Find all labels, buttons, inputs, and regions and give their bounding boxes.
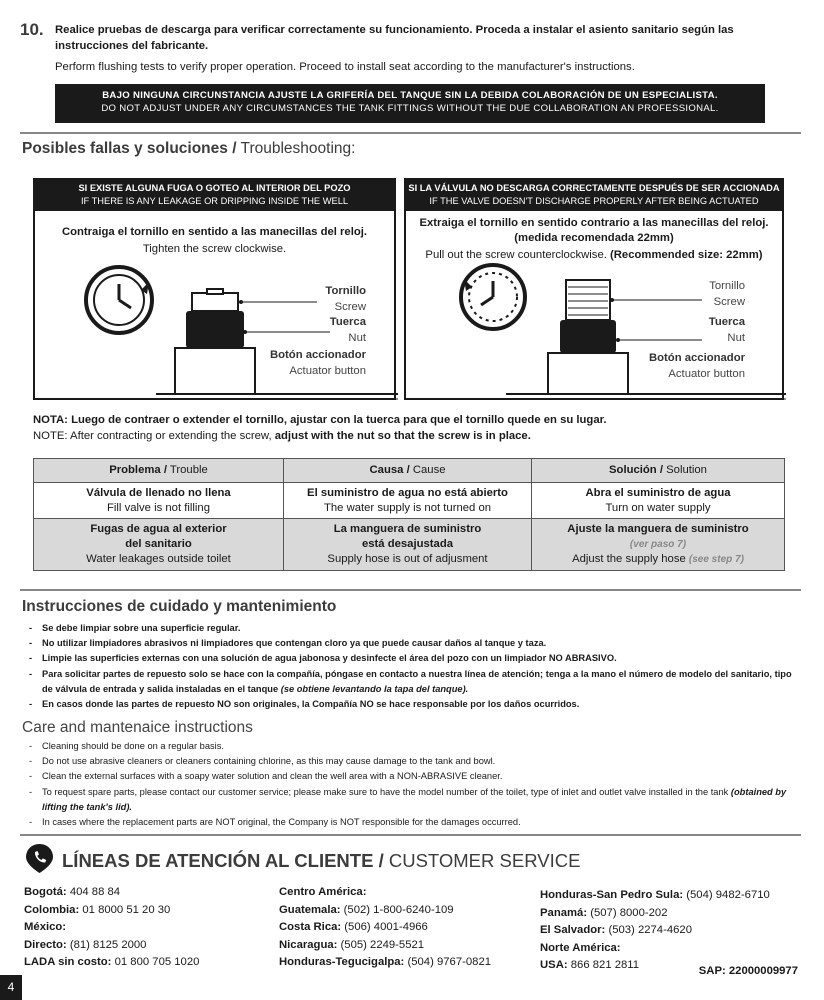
- contact-line: Norte América:: [540, 941, 621, 954]
- list-item: - To request spare parts, please contact our customer service; please make sure to have the model number of the toilet, type of inlet and outlet valve installed in the tank (obtained by lifting the tank's lid).: [24, 785, 800, 815]
- care-title-es: Instrucciones de cuidado y mantenimiento: [22, 598, 337, 615]
- cell-cause: El suministro de agua no está abierto The water supply is not turned on: [284, 483, 532, 519]
- cell-problem: Fugas de agua al exterior del sanitario Water leakages outside toilet: [34, 519, 284, 571]
- contact-line: LADA sin costo: 01 800 705 1020: [24, 956, 200, 968]
- care-list-es: [24, 621, 800, 712]
- contact-line: Directo: (81) 8125 2000: [24, 938, 147, 951]
- contact-line: Honduras-San Pedro Sula: (504) 9482-6710: [540, 889, 770, 901]
- header-problem: Problema / Trouble: [34, 459, 284, 483]
- label-button-en: Actuator button: [668, 368, 745, 380]
- table-row: [34, 519, 785, 571]
- list-item: - Clean the external surfaces with a soapy water solution and clean the well area with a NON-ABRASIVE cleaner.: [24, 769, 800, 784]
- cell-cause: La manguera de suministro está desajustada Supply hose is out of adjusment: [284, 519, 532, 571]
- troubleshooting-title: Posibles fallas y soluciones / Troubleshooting:: [22, 140, 356, 157]
- divider: [20, 834, 801, 836]
- label-nut-en: Nut: [727, 332, 745, 344]
- list-item: - Cleaning should be done on a regular basis.: [24, 739, 800, 754]
- panel-header: SI EXISTE ALGUNA FUGA O GOTEO AL INTERIOR DEL POZO IF THERE IS ANY LEAKAGE OR DRIPPING INSIDE THE WELL: [35, 180, 394, 211]
- label-nut-en: Nut: [348, 332, 366, 344]
- header-cause: Causa / Cause: [284, 459, 532, 483]
- panel-loosen: [404, 178, 784, 400]
- list-item: - In cases where the replacement parts are NOT original, the Company is NOT responsible for the damages occurred.: [24, 815, 800, 830]
- header-solution: Solución / Solution: [532, 459, 785, 483]
- label-screw-es: Tornillo: [709, 280, 745, 292]
- step-text-en: Perform flushing tests to verify proper operation. Proceed to install seat according to the manufacturer's instructions.: [55, 61, 635, 73]
- page-number: 4: [0, 975, 22, 1000]
- label-button-es: Botón accionador: [269, 349, 366, 361]
- list-item: - Para solicitar partes de repuesto solo se hace con la compañía, póngase en contacto a nuestra línea de atención; tenga a la mano el número de modelo del sanitario, tipo de válvula de entrada y salida instaladas en el tanque (se obtiene levantando la tapa del tanque).: [24, 667, 800, 697]
- contact-line: USA: 866 821 2811: [540, 959, 640, 971]
- label-screw-en: Screw: [334, 301, 366, 313]
- valve-diagram: [35, 260, 398, 402]
- customer-service-title: LÍNEAS DE ATENCIÓN AL CLIENTE / CUSTOMER SERVICE: [62, 850, 581, 871]
- care-title-en: Care and mantenaice instructions: [22, 719, 253, 736]
- list-item: - Limpie las superficies externas con una solución de agua jabonosa y desinfecte el área del pozo con un limpiador NO ABRASIVO.: [24, 651, 800, 666]
- label-screw-es: Tornillo: [325, 285, 366, 297]
- contact-line: Nicaragua: (505) 2249-5521: [279, 938, 425, 951]
- trouble-table: [33, 458, 785, 571]
- contact-line: Centro América:: [279, 886, 367, 898]
- cell-solution: Abra el suministro de agua Turn on water supply: [532, 483, 785, 519]
- contact-line: Honduras-Tegucigalpa: (504) 9767-0821: [279, 956, 492, 968]
- contact-line: Guatemala: (502) 1-800-6240-109: [279, 903, 454, 916]
- label-nut-es: Tuerca: [708, 316, 745, 328]
- step-text-es: Realice pruebas de descarga para verificar correctamente su funcionamiento. Proceda a instalar el asiento sanitario según las instrucciones del fabricante.: [55, 24, 734, 52]
- label-nut-es: Tuerca: [329, 316, 366, 328]
- cell-problem: Válvula de llenado no llena Fill valve is not filling: [34, 483, 284, 519]
- warning-es: BAJO NINGUNA CIRCUNSTANCIA AJUSTE LA GRIFERÍA DEL TANQUE SIN LA DEBIDA COLABORACIÓN DE UN ESPECIALISTA.: [102, 90, 718, 101]
- divider: [20, 589, 801, 591]
- care-list-en: [24, 739, 800, 830]
- contact-line: Colombia: 01 8000 51 20 30: [24, 903, 171, 916]
- contacts-col-3: [540, 887, 770, 975]
- instruction-en: Pull out the screw counterclockwise. (Recommended size: 22mm): [425, 249, 763, 261]
- panel-header: SI LA VÁLVULA NO DESCARGA CORRECTAMENTE DESPUÉS DE SER ACCIONADA IF THE VALVE DOESN'T DISCHARGE PROPERLY AFTER BEING ACTUATED: [406, 180, 782, 211]
- list-item: - No utilizar limpiadores abrasivos ni limpiadores que contengan cloro ya que puede causar daños al tanque y taza.: [24, 636, 800, 651]
- list-item: - Do not use abrasive cleaners or cleaners containing chlorine, as this may cause damage to the tank and bowl.: [24, 754, 800, 769]
- sap-code: SAP: 22000009977: [698, 965, 798, 977]
- contact-line: Panamá: (507) 8000-202: [540, 906, 668, 919]
- list-item: - En casos donde las partes de repuesto NO son originales, la Compañía NO se hace responsable por los daños ocurridos.: [24, 697, 800, 712]
- contact-line: México:: [24, 921, 67, 933]
- contact-line: Costa Rica: (506) 4001-4966: [279, 921, 428, 933]
- panel-tighten: [33, 178, 396, 400]
- clockwise-clock-icon: [86, 267, 152, 333]
- table-row: [34, 483, 785, 519]
- note-es: NOTA: Luego de contraer o extender el tornillo, ajustar con la tuerca para que el tornillo quede en su lugar.: [33, 414, 607, 426]
- instruction-es: Contraiga el tornillo en sentido a las manecillas del reloj.: [61, 226, 368, 238]
- step-number: 10.: [20, 20, 44, 39]
- list-item: - Se debe limpiar sobre una superficie regular.: [24, 621, 800, 636]
- contact-line: Bogotá: 404 88 84: [24, 886, 121, 898]
- warning-en: DO NOT ADJUST UNDER ANY CIRCUMSTANCES THE TANK FITTINGS WITHOUT THE DUE COLLABORATION AN PROFESSIONAL.: [101, 103, 719, 114]
- label-button-es: Botón accionador: [648, 352, 745, 364]
- label-screw-en: Screw: [713, 296, 745, 308]
- contacts-col-1: [24, 884, 199, 972]
- counterclockwise-clock-icon: [461, 265, 525, 329]
- note-en: NOTE: After contracting or extending the screw, adjust with the nut so that the screw is in place.: [33, 430, 531, 442]
- contacts-col-2: [279, 884, 491, 972]
- instruction-es: Extraiga el tornillo en sentido contrario a las manecillas del reloj. (medida recomendada 22mm): [419, 217, 769, 244]
- table-header-row: [34, 459, 785, 483]
- instruction-en: Tighten the screw clockwise.: [142, 243, 287, 255]
- phone-location-icon: [24, 843, 55, 874]
- divider: [20, 132, 801, 134]
- label-button-en: Actuator button: [289, 365, 366, 377]
- contact-line: El Salvador: (503) 2274-4620: [540, 924, 692, 936]
- cell-solution: Ajuste la manguera de suministro (ver paso 7) Adjust the supply hose (see step 7): [532, 519, 785, 571]
- warning-box: [55, 84, 765, 123]
